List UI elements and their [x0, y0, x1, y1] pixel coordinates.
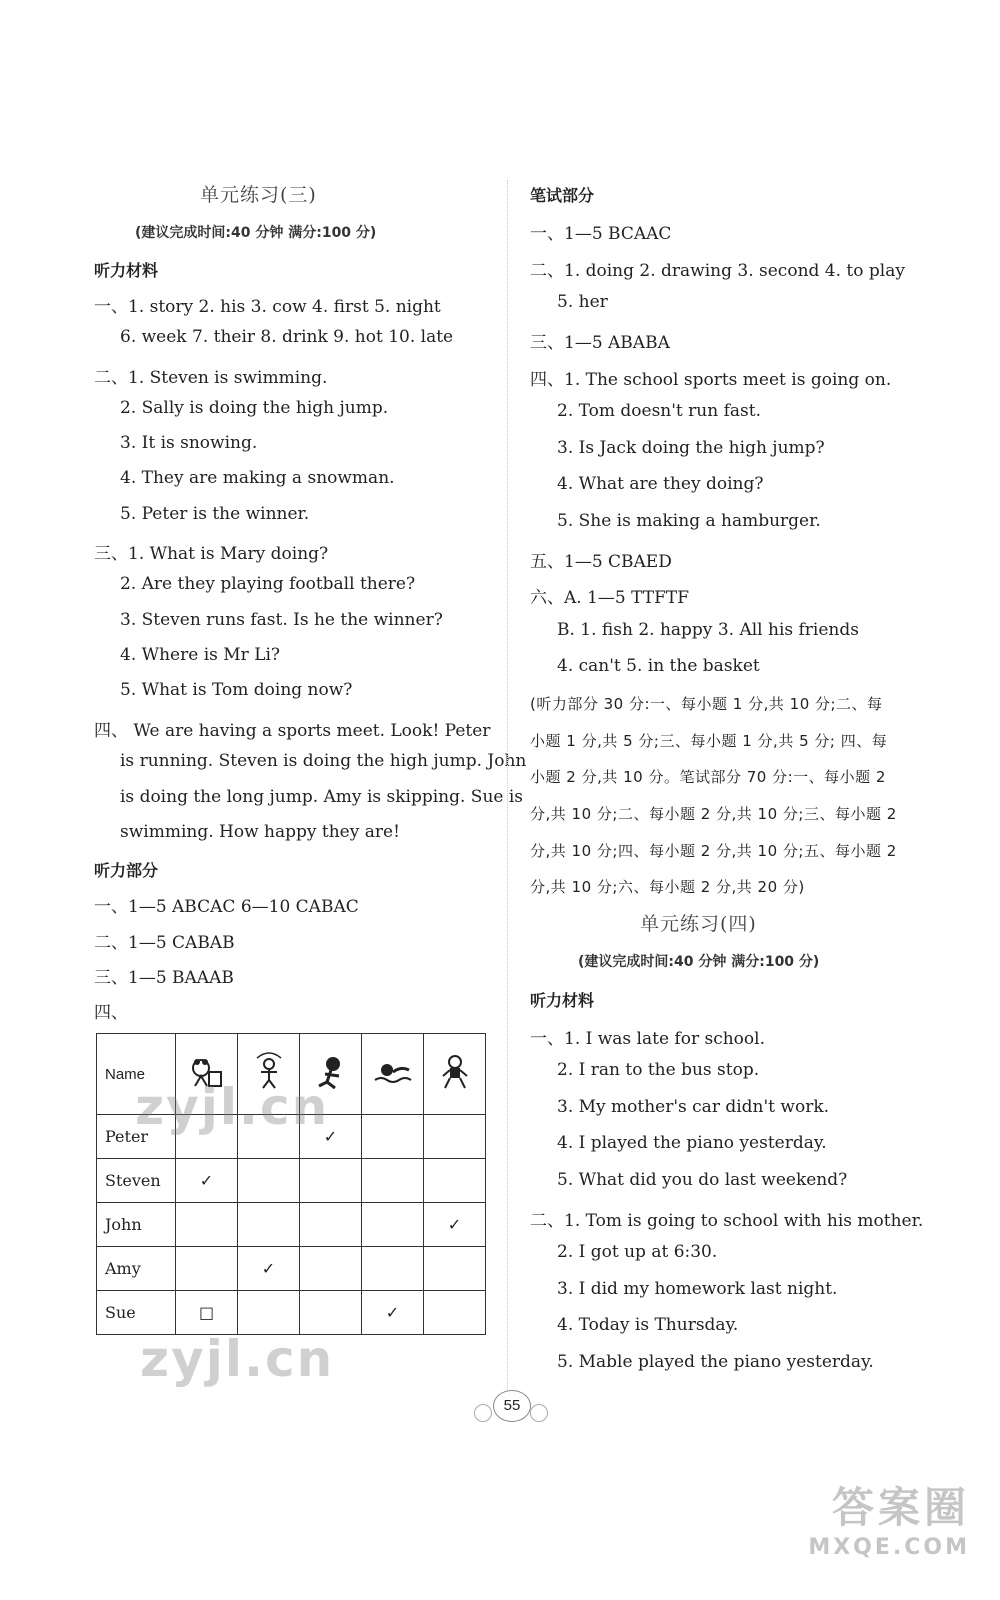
text-line: 2. I got up at 6:30.: [557, 1242, 718, 1262]
text-line: 2. Sally is doing the high jump.: [120, 398, 389, 418]
row-mark: [424, 1159, 486, 1203]
text-line: 一、1. I was late for school.: [530, 1029, 765, 1049]
row-mark: [238, 1159, 300, 1203]
watermark-text: zyjl.cn: [135, 1078, 330, 1136]
text-line: 4. I played the piano yesterday.: [557, 1133, 827, 1153]
text-line: 四、1. The school sports meet is going on.: [530, 370, 892, 390]
text-line: 3. Steven runs fast. Is he the winner?: [120, 610, 443, 630]
score-line: 分,共 10 分;四、每小题 2 分,共 10 分;五、每小题 2: [530, 842, 897, 860]
score-line: 小题 1 分,共 5 分;三、每小题 1 分,共 5 分; 四、每: [530, 732, 888, 750]
row-name: Sue: [97, 1291, 176, 1335]
text-line: 4. They are making a snowman.: [120, 468, 395, 488]
text-line: 5. What is Tom doing now?: [120, 680, 353, 700]
table-row: [97, 1247, 486, 1291]
text-line: 二、1. doing 2. drawing 3. second 4. to play: [530, 261, 905, 281]
listening-part-heading: 听力部分: [94, 861, 159, 880]
decorative-circle: [474, 1404, 492, 1422]
text-line: 2. I ran to the bus stop.: [557, 1060, 760, 1080]
text-line: 五、1—5 CBAED: [530, 552, 672, 572]
row-mark: [424, 1115, 486, 1159]
row-mark: [424, 1247, 486, 1291]
text-line: 4. Today is Thursday.: [557, 1315, 739, 1335]
row-mark: [238, 1291, 300, 1335]
answer-line: 二、1—5 CABAB: [94, 933, 235, 953]
row-mark: [362, 1247, 424, 1291]
text-line: 3. Is Jack doing the high jump?: [557, 438, 825, 458]
unit-subtitle-4: (建议完成时间:40 分钟 满分:100 分): [578, 954, 820, 970]
row-name: John: [97, 1203, 176, 1247]
column-divider: [507, 180, 508, 1390]
row-name: Amy: [97, 1247, 176, 1291]
logo-text: 答案圈: [831, 1483, 970, 1532]
row-mark: ✓: [362, 1291, 424, 1335]
row-mark: [238, 1203, 300, 1247]
text-line: 3. My mother's car didn't work.: [557, 1097, 830, 1117]
row-mark: [300, 1159, 362, 1203]
row-mark: [362, 1115, 424, 1159]
name-header: Name: [97, 1034, 176, 1115]
answer-line: 一、1—5 ABCAC 6—10 CABAC: [94, 897, 359, 917]
text-line: 5. She is making a hamburger.: [557, 511, 821, 531]
watermark-text: zyjl.cn: [140, 1330, 335, 1388]
listening-material-heading-4: 听力材料: [530, 991, 595, 1010]
answer-line: 三、1—5 BAAAB: [94, 968, 234, 988]
row-name: Steven: [97, 1159, 176, 1203]
score-line: 分,共 10 分;六、每小题 2 分,共 20 分): [530, 878, 805, 896]
text-line: is doing the long jump. Amy is skipping. Sue is: [120, 787, 524, 807]
row-mark: ✓: [424, 1203, 486, 1247]
long-jump-child-picture: [424, 1034, 486, 1115]
text-line: 5. her: [557, 292, 608, 312]
text-line: 一、1—5 BCAAC: [530, 224, 672, 244]
text-line: 3. It is snowing.: [120, 433, 258, 453]
unit-title-4: 单元练习(四): [640, 913, 757, 935]
page-number: 55: [493, 1390, 531, 1422]
text-line: 6. week 7. their 8. drink 9. hot 10. late: [120, 327, 454, 347]
text-line: 5. Peter is the winner.: [120, 504, 310, 524]
swimming-child-picture: [362, 1034, 424, 1115]
text-line: 六、A. 1—5 TTFTF: [530, 588, 690, 608]
listening-material-heading: 听力材料: [94, 261, 159, 280]
table-row: [97, 1291, 486, 1335]
text-line: swimming. How happy they are!: [120, 822, 400, 842]
row-mark: [176, 1203, 238, 1247]
row-mark: [300, 1247, 362, 1291]
text-line: 二、1. Tom is going to school with his mother.: [530, 1211, 924, 1231]
score-line: 分,共 10 分;二、每小题 2 分,共 10 分;三、每小题 2: [530, 805, 897, 823]
text-line: 3. I did my homework last night.: [557, 1279, 838, 1299]
row-mark: [362, 1203, 424, 1247]
score-line: 小题 2 分,共 10 分。笔试部分 70 分:一、每小题 2: [530, 768, 886, 786]
text-line: is running. Steven is doing the high jump. John: [120, 751, 527, 771]
row-mark: [362, 1159, 424, 1203]
text-line: 4. Where is Mr Li?: [120, 645, 281, 665]
answer-line: 四、: [94, 1003, 128, 1023]
text-line: 三、1. What is Mary doing?: [94, 544, 329, 564]
row-mark: [300, 1203, 362, 1247]
row-mark: ✓: [238, 1247, 300, 1291]
written-part-heading: 笔试部分: [530, 186, 595, 205]
row-name: Peter: [97, 1115, 176, 1159]
text-line: 4. What are they doing?: [557, 474, 764, 494]
text-line: 5. What did you do last weekend?: [557, 1170, 848, 1190]
unit-title-3: 单元练习(三): [200, 184, 317, 206]
unit-subtitle-3: (建议完成时间:40 分钟 满分:100 分): [135, 225, 377, 241]
row-mark: [300, 1291, 362, 1335]
answer-logo-watermark: [808, 1475, 970, 1560]
text-line: 4. can't 5. in the basket: [557, 656, 760, 676]
row-mark: [424, 1291, 486, 1335]
decorative-circle: [530, 1404, 548, 1422]
text-line: B. 1. fish 2. happy 3. All his friends: [557, 620, 859, 640]
text-line: 四、 We are having a sports meet. Look! Peter: [94, 721, 491, 741]
table-row: [97, 1203, 486, 1247]
text-line: 2. Are they playing football there?: [120, 574, 416, 594]
table-row: [97, 1159, 486, 1203]
text-line: 一、1. story 2. his 3. cow 4. first 5. night: [94, 297, 441, 317]
row-mark: [176, 1247, 238, 1291]
score-line: (听力部分 30 分:一、每小题 1 分,共 10 分;二、每: [530, 695, 883, 713]
row-mark: □: [176, 1291, 238, 1335]
text-line: 5. Mable played the piano yesterday.: [557, 1352, 874, 1372]
logo-url-text: MXQE.COM: [808, 1535, 970, 1560]
text-line: 二、1. Steven is swimming.: [94, 368, 328, 388]
text-line: 2. Tom doesn't run fast.: [557, 401, 761, 421]
row-mark: ✓: [176, 1159, 238, 1203]
row-mark: ✓: [300, 1115, 362, 1159]
text-line: 三、1—5 ABABA: [530, 333, 670, 353]
